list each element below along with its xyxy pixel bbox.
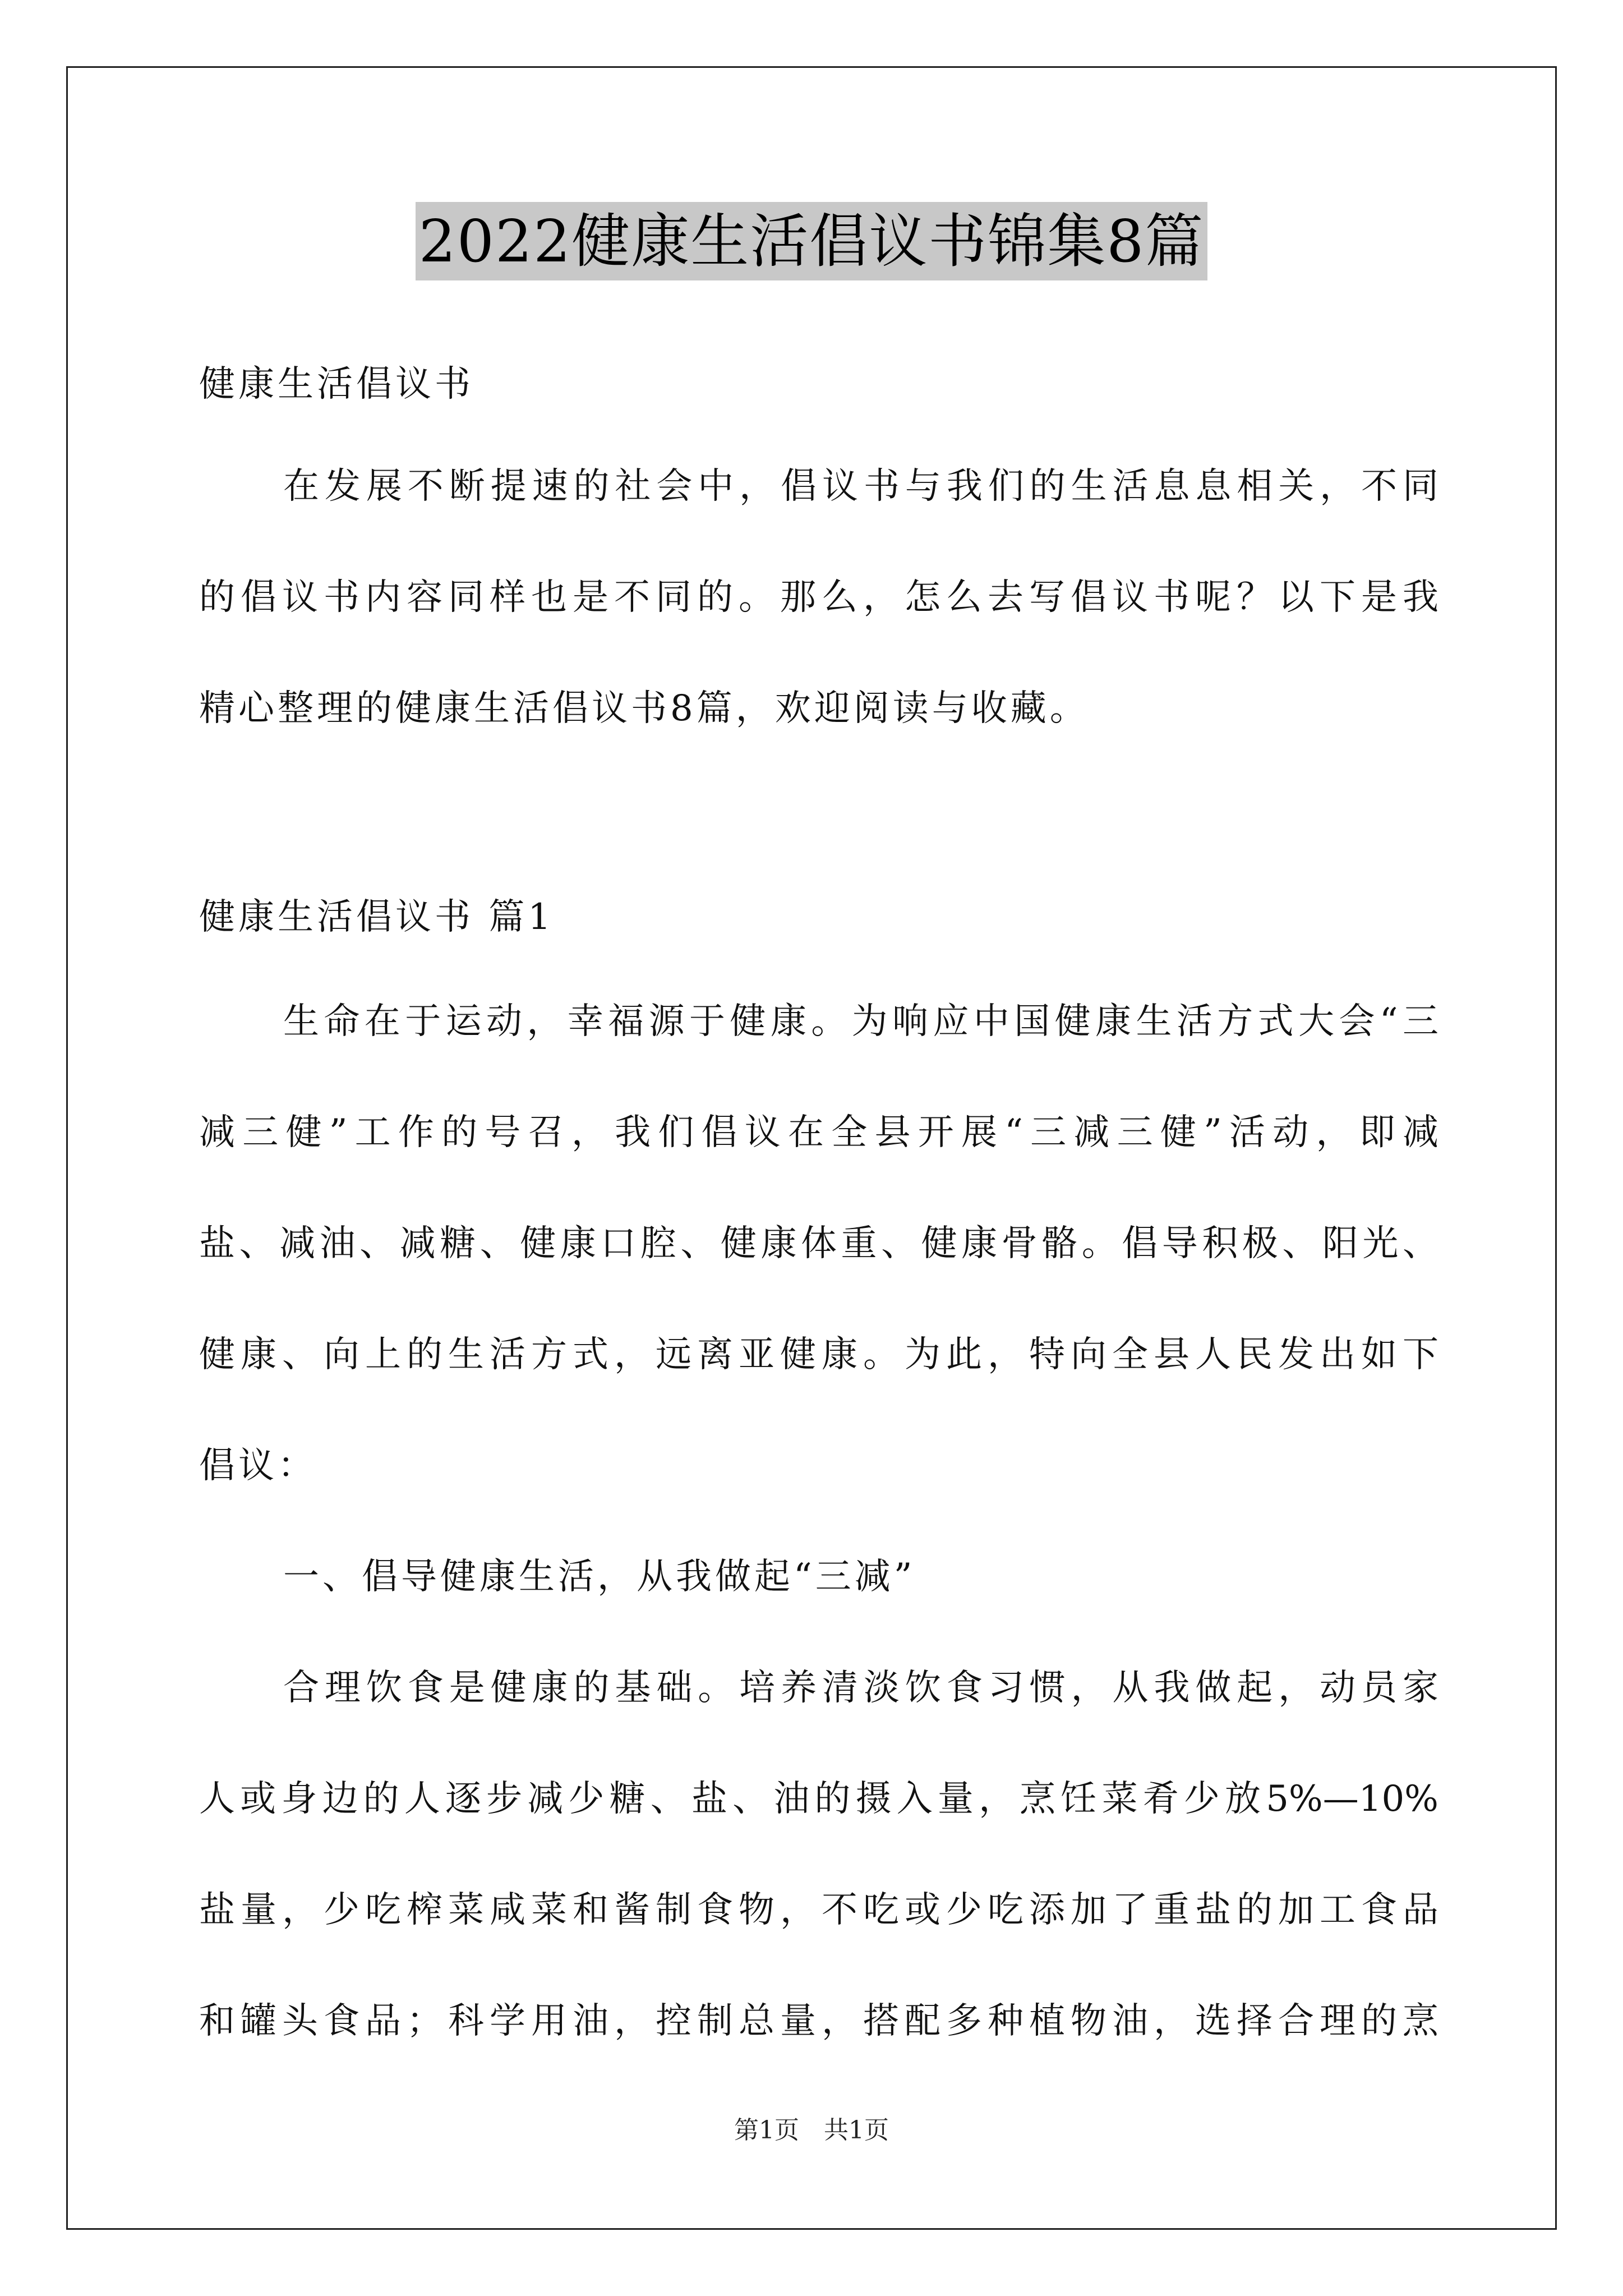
paragraph-line: 和罐头食品；科学用油，控制总量，搭配多种植物油，选择合理的烹 [199, 2000, 1438, 2042]
paragraph-line: 的倡议书内容同样也是不同的。那么，怎么去写倡议书呢？以下是我 [199, 577, 1438, 618]
paragraph-line: 生命在于运动，幸福源于健康。为响应中国健康生活方式大会“三 [283, 1001, 1438, 1042]
subsection-heading: 一、倡导健康生活，从我做起“三减” [283, 1556, 916, 1598]
paragraph-line: 减三健”工作的号召，我们倡议在全县开展“三减三健”活动，即减 [199, 1112, 1438, 1153]
title-container [0, 202, 1623, 280]
paragraph-line: 合理饮食是健康的基础。培养清淡饮食习惯，从我做起，动员家 [283, 1667, 1438, 1709]
paragraph-line: 健康、向上的生活方式，远离亚健康。为此，特向全县人民发出如下 [199, 1334, 1438, 1375]
section-heading: 健康生活倡议书 篇1 [199, 896, 555, 938]
paragraph-line: 精心整理的健康生活倡议书8篇，欢迎阅读与收藏。 [199, 688, 1089, 729]
document-title: 2022健康生活倡议书锦集8篇 [416, 202, 1208, 280]
paragraph-line: 盐、减油、减糖、健康口腔、健康体重、健康骨骼。倡导积极、阳光、 [199, 1223, 1438, 1264]
paragraph-line: 人或身边的人逐步减少糖、盐、油的摄入量，烹饪菜肴少放5%—10% [199, 1778, 1438, 1820]
paragraph-line: 在发展不断提速的社会中，倡议书与我们的生活息息相关，不同 [283, 466, 1438, 507]
paragraph-line: 盐量，少吃榨菜咸菜和酱制食物，不吃或少吃添加了重盐的加工食品 [199, 1889, 1438, 1931]
section-heading: 健康生活倡议书 [199, 364, 474, 405]
paragraph-line: 倡议： [199, 1445, 317, 1487]
page-footer: 第1页 共1页 [734, 2116, 889, 2145]
